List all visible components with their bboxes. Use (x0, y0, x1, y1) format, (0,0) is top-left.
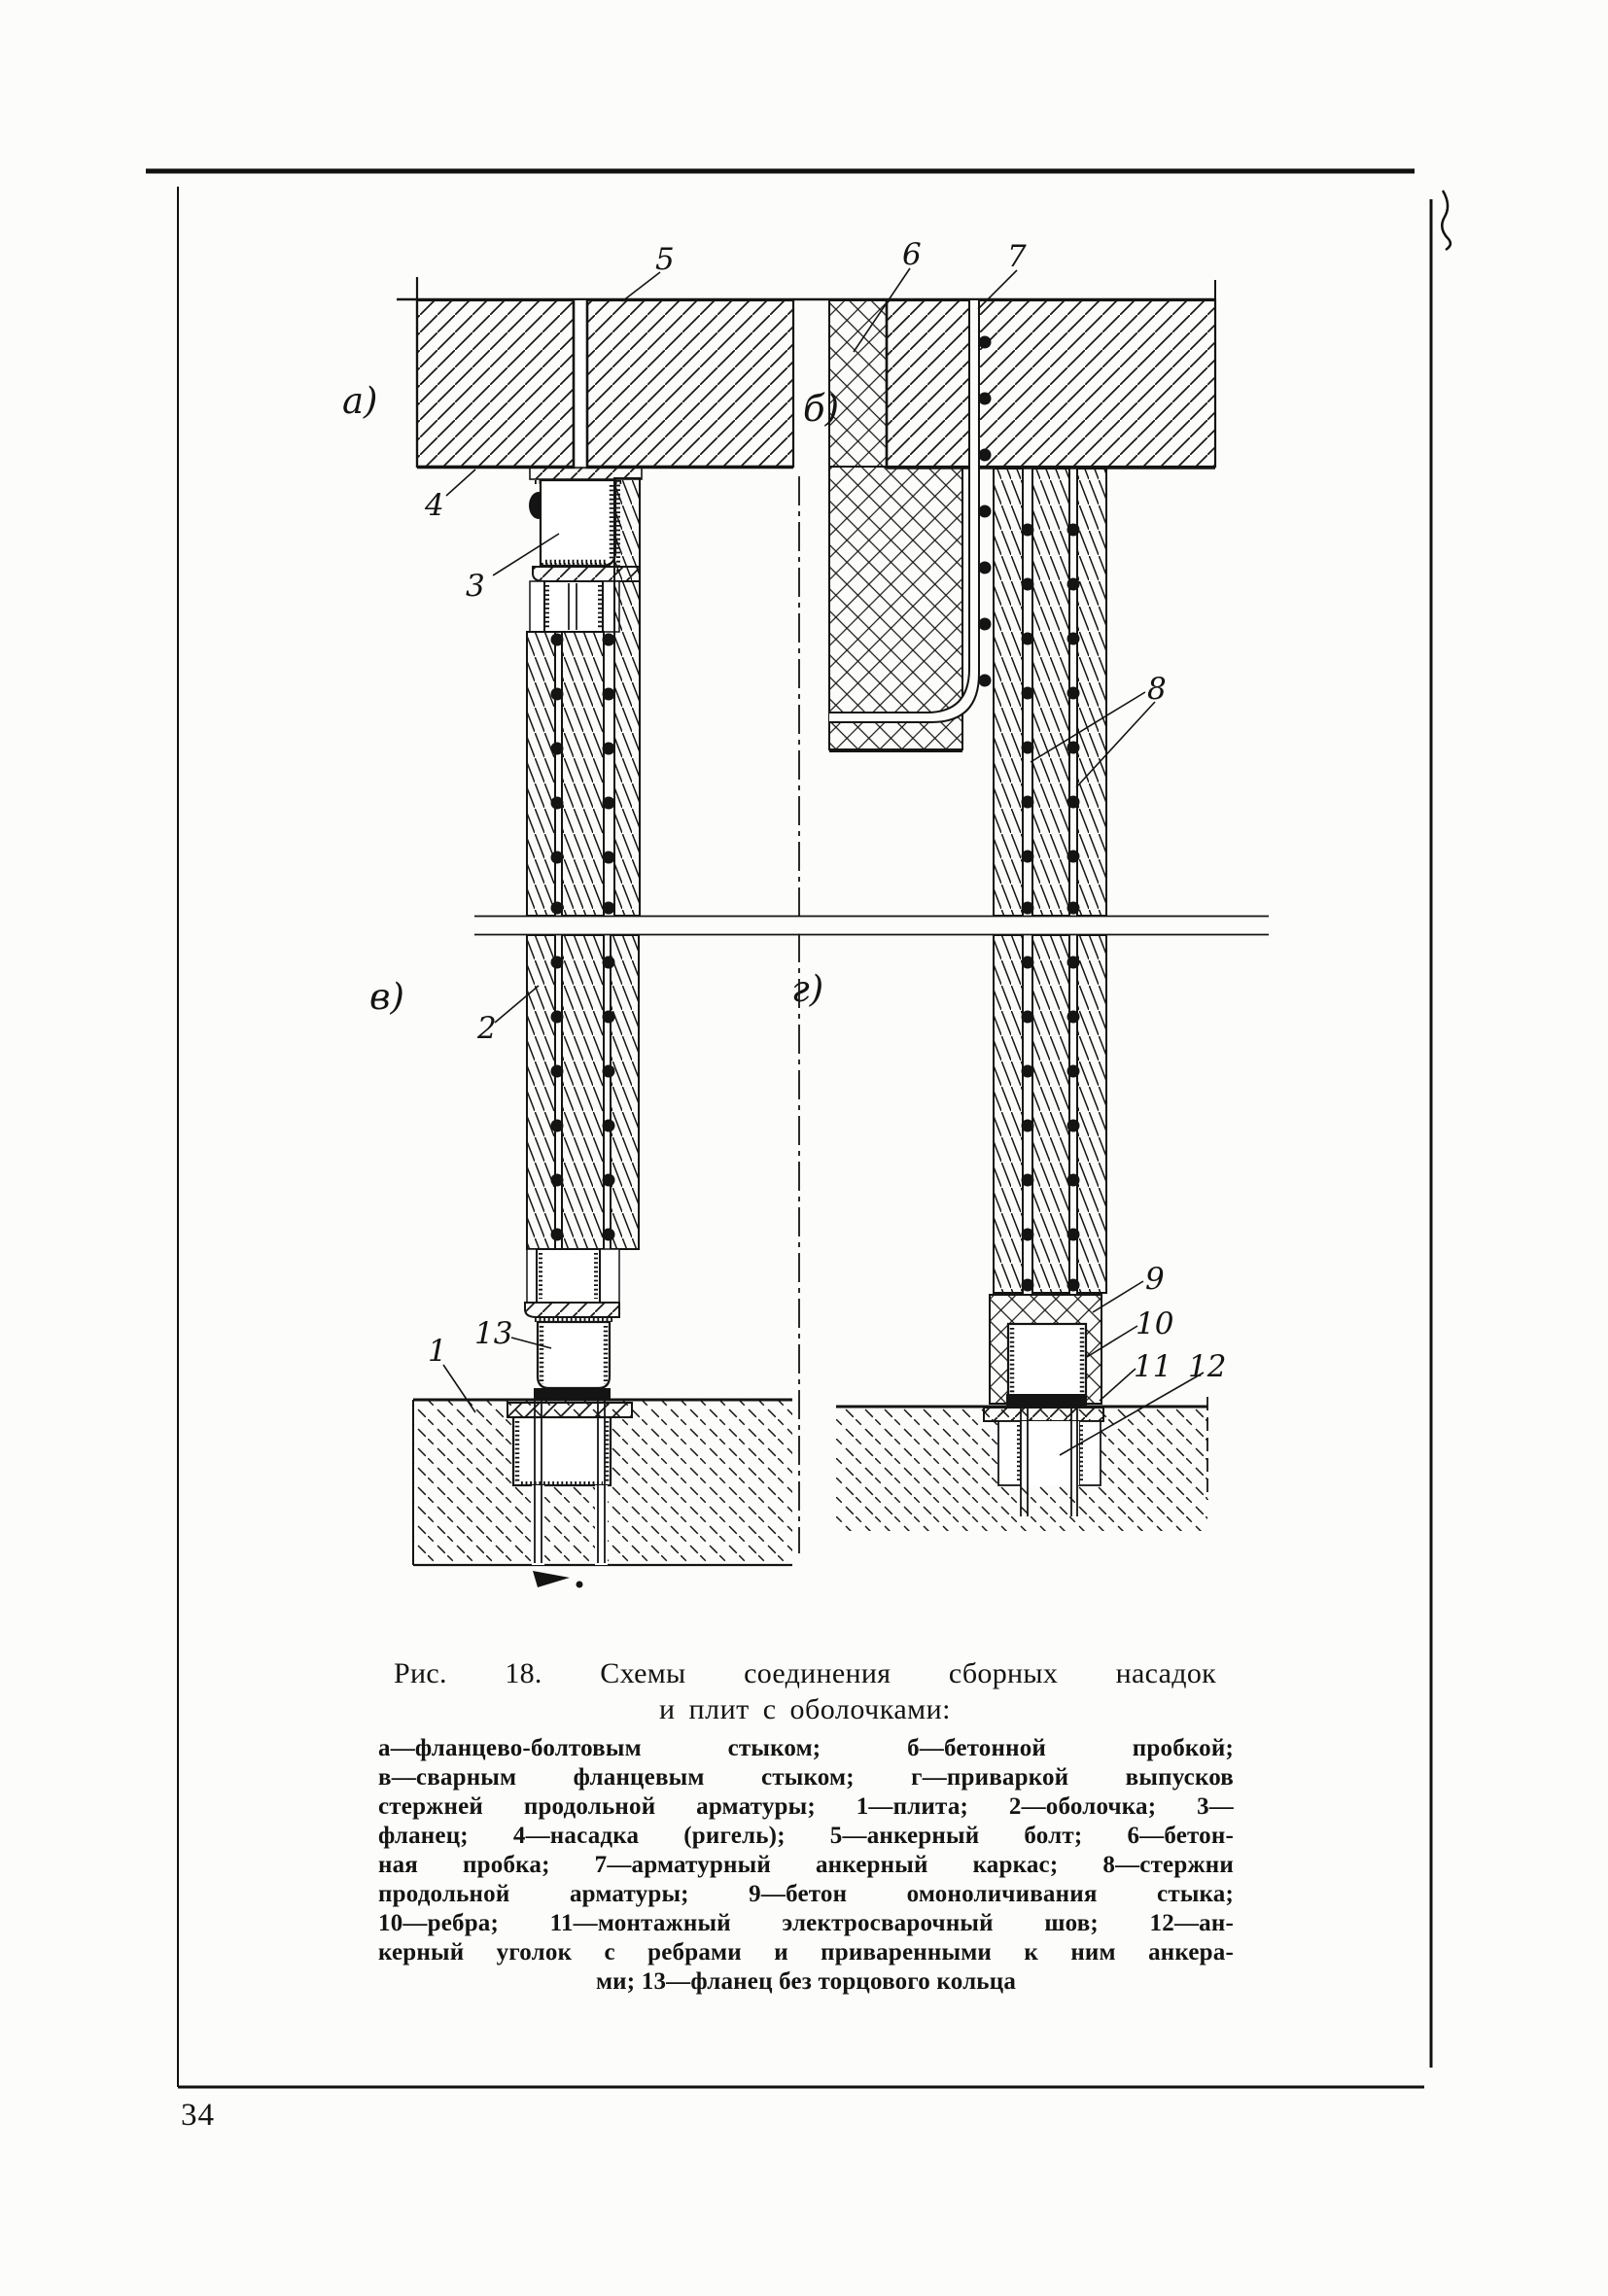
callout-1: 1 (428, 1334, 447, 1369)
figure-caption-title-line1: Рис. 18. Схемы соединения сборных насадок (394, 1657, 1216, 1689)
legend-line-1: а—фланцево-болтовым стыком; б—бетонной пробкой; (378, 1735, 1234, 1761)
legend-line-4: фланец; 4—насадка (ригель); 5—анкерный болт; 6—бетон- (378, 1823, 1234, 1849)
legend-line-2: в—сварным фланцевым стыком; г—приваркой выпусков (378, 1764, 1234, 1791)
callout-11: 11 (1134, 1349, 1172, 1384)
legend-line-8: керный уголок с ребрами и приваренными к ним анкера- (378, 1939, 1234, 1966)
callout-7: 7 (1007, 239, 1027, 274)
callout-2: 2 (477, 1011, 497, 1046)
pen-mark (1442, 191, 1451, 250)
pen-arrow-mark (533, 1571, 570, 1587)
callout-4: 4 (425, 488, 444, 523)
page-number: 34 (181, 2098, 215, 2133)
legend-line-9: ми; 13—фланец без торцового кольца (595, 1968, 1017, 1995)
callout-6: 6 (902, 237, 922, 272)
callout-12: 12 (1188, 1349, 1227, 1384)
callout-9: 9 (1145, 1262, 1165, 1297)
legend-line-5: ная пробка; 7—арматурный анкерный каркас; 8—стержни (378, 1852, 1234, 1878)
legend-line-7: 10—ребра; 11—монтажный электросварочный шов; 12—ан- (378, 1910, 1234, 1936)
figure-legend (378, 1734, 1234, 1997)
legend-line-3: стержней продольной арматуры; 1—плита; 2—оболочка; 3— (378, 1793, 1234, 1820)
section-label-v: в) (369, 976, 404, 1018)
callout-13: 13 (474, 1316, 513, 1351)
section-g-drawing (990, 469, 1106, 1406)
bottom-plate-left (413, 1400, 792, 1588)
bottom-plate-right (836, 1397, 1207, 1531)
section-label-g: г) (791, 968, 824, 1010)
figure-caption-title-line2: и плит с оболочками: (658, 1693, 952, 1725)
legend-line-6: продольной арматуры; 9—бетон омоноличивания стыка; (378, 1881, 1234, 1907)
callout-10: 10 (1136, 1306, 1174, 1341)
callout-8: 8 (1147, 672, 1167, 707)
section-label-a: а) (342, 380, 378, 422)
section-label-b: б) (803, 388, 840, 430)
callout-3: 3 (466, 569, 485, 604)
callout-5: 5 (655, 242, 675, 277)
